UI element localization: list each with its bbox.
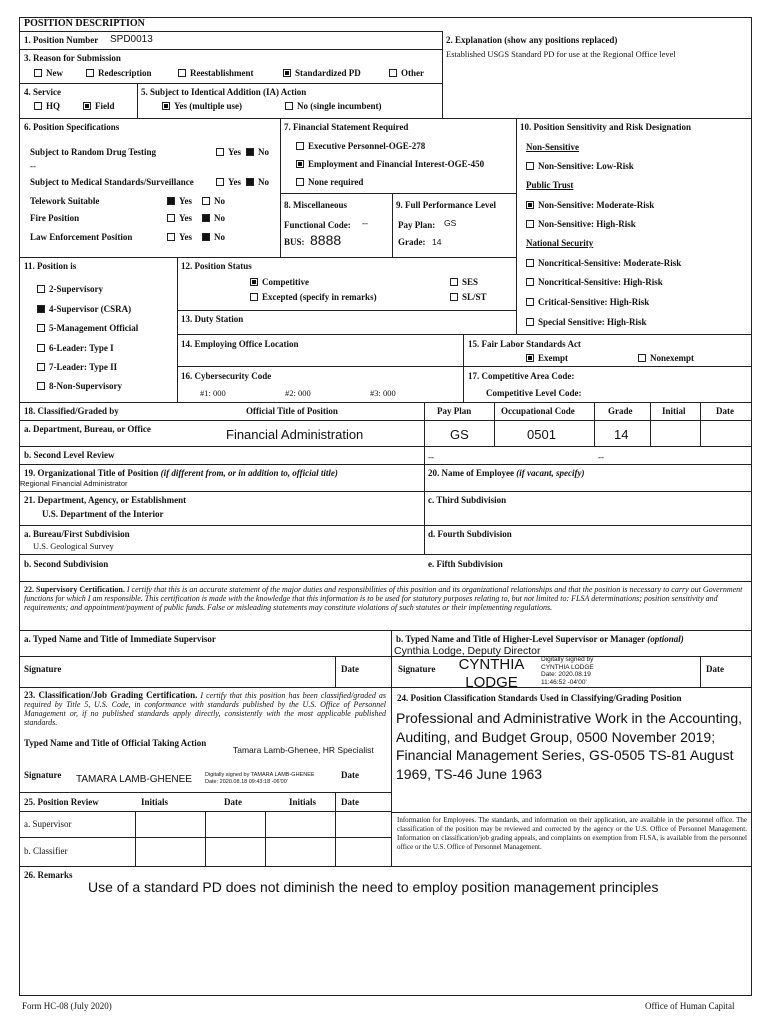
fifth-subdivision-label: e. Fifth Subdivision xyxy=(428,559,503,569)
second-subdivision-label: b. Second Subdivision xyxy=(24,559,109,569)
checkbox-checked[interactable] xyxy=(167,197,175,205)
classifier-signature[interactable]: TAMARA LAMB-GHENEE xyxy=(76,774,192,785)
financial-option[interactable]: Executive Personnel-OGE-278 xyxy=(296,141,425,151)
bus-label: BUS: xyxy=(284,237,305,247)
rule xyxy=(280,193,516,194)
position-is-label: 11. Position is xyxy=(24,261,77,271)
classifier-signature-label: Signature xyxy=(24,770,62,780)
review-initials-col: Initials xyxy=(289,797,317,807)
position-status-label: 12. Position Status xyxy=(181,261,252,271)
org-title-value[interactable]: Regional Financial Administrator xyxy=(20,479,128,488)
checkbox[interactable] xyxy=(526,298,534,306)
review-date-col: Date xyxy=(341,797,359,807)
checkbox[interactable] xyxy=(34,102,42,110)
rule xyxy=(19,581,752,582)
financial-statement-label: 7. Financial Statement Required xyxy=(284,122,409,132)
position-number-value[interactable]: SPD0013 xyxy=(110,34,153,45)
drug-testing-extra: -- xyxy=(30,161,36,171)
supervisor-date-label: Date xyxy=(341,664,359,674)
checkbox-checked[interactable] xyxy=(202,214,210,222)
supervisory-certification: 22. Supervisory Certification. I certify that this is an accurate statement of the major duties and responsibilities of this position and its organizational relationships and that the position is necessary to carry out Government functions for which I am responsible. This certification is made with the knowledge that this information is to be used for statutory purposes relating to, but not limited to: FLSA determinations; position sensitivity and requirements; and appointment/payment of public funds. False or misleading statements may constitute violations of such statutes or their implementing regulations. xyxy=(24,585,743,612)
reason-option[interactable]: New xyxy=(34,68,63,78)
checkbox[interactable] xyxy=(37,324,45,332)
grade-label: Grade: xyxy=(398,237,426,247)
second-review-grade[interactable]: -- xyxy=(598,452,604,462)
col-initial: Initial xyxy=(662,406,686,416)
status-option[interactable]: SL/ST xyxy=(450,292,487,302)
checkbox[interactable] xyxy=(202,197,210,205)
position-is-option[interactable]: 7-Leader: Type II xyxy=(37,362,117,372)
second-review-plan[interactable]: -- xyxy=(428,452,434,462)
rule xyxy=(19,525,752,526)
misc-label: 8. Miscellaneous xyxy=(284,200,347,210)
drug-testing-no[interactable]: No xyxy=(246,147,269,157)
checkbox[interactable] xyxy=(450,278,458,286)
rule xyxy=(19,49,442,50)
checkbox-checked[interactable] xyxy=(526,201,534,209)
rule xyxy=(391,630,392,866)
explanation-value[interactable]: Established USGS Standard PD for use at the Regional Office level xyxy=(446,49,676,59)
standards-used-label: 24. Position Classification Standards Used in Classifying/Grading Position xyxy=(397,693,682,703)
higher-signature-label: Signature xyxy=(398,664,436,674)
cyber-code-2[interactable]: #2: 000 xyxy=(285,388,311,398)
flsa-option[interactable]: Nonexempt xyxy=(638,353,694,363)
rule xyxy=(594,402,595,446)
checkbox[interactable] xyxy=(34,69,42,77)
rule xyxy=(19,464,752,465)
classified-by-label: 18. Classified/Graded by xyxy=(24,406,119,416)
rule xyxy=(424,420,425,464)
checkbox[interactable] xyxy=(526,318,534,326)
rule xyxy=(700,656,701,687)
standards-used-value[interactable]: Professional and Administrative Work in the Accounting, Auditing, and Budget Group, 0500 November 2019; Financial Management Series, GS-0505 TS-81 August 1969, TS-46 June 1963 xyxy=(396,710,743,782)
rule xyxy=(177,310,516,311)
national-security-heading: National Security xyxy=(526,238,594,248)
supervisor-signature-label: Signature xyxy=(24,664,62,674)
checkbox[interactable] xyxy=(450,293,458,301)
financial-option-checked[interactable]: Employment and Financial Interest-OGE-450 xyxy=(296,159,484,169)
rule xyxy=(280,118,281,257)
flsa-label: 15. Fair Labor Standards Act xyxy=(468,339,581,349)
remarks-label: 26. Remarks xyxy=(24,870,73,880)
competitive-area-label: 17. Competitive Area Code: xyxy=(468,371,575,381)
form-title: POSITION DESCRIPTION xyxy=(24,18,145,29)
immediate-supervisor-label: a. Typed Name and Title of Immediate Supervisor xyxy=(24,634,216,644)
position-number-label: 1. Position Number xyxy=(24,35,99,45)
bus-value[interactable]: 8888 xyxy=(310,232,342,248)
reason-option-checked[interactable]: Standardized PD xyxy=(283,68,361,78)
competitive-level-label: Competitive Level Code: xyxy=(486,388,582,398)
rule xyxy=(463,334,464,402)
rule xyxy=(205,811,206,866)
ia-option-checked[interactable]: Yes (multiple use) xyxy=(162,101,242,111)
grade-cell[interactable]: 14 xyxy=(614,427,629,442)
rule xyxy=(19,402,752,403)
checkbox[interactable] xyxy=(296,142,304,150)
reason-option[interactable]: Other xyxy=(389,68,424,78)
checkbox-checked[interactable] xyxy=(296,160,304,168)
rule xyxy=(177,334,752,335)
rule xyxy=(19,554,752,555)
checkbox[interactable] xyxy=(216,178,224,186)
checkbox[interactable] xyxy=(216,148,224,156)
rule xyxy=(135,811,136,866)
sensitivity-option[interactable]: Critical-Sensitive: High-Risk xyxy=(526,297,649,307)
rule xyxy=(19,31,442,32)
position-is-option[interactable]: 2-Supervisory xyxy=(37,284,103,294)
checkbox[interactable] xyxy=(178,69,186,77)
employing-office-label: 14. Employing Office Location xyxy=(181,339,299,349)
checkbox[interactable] xyxy=(638,354,646,362)
official-title-value[interactable]: Financial Administration xyxy=(226,427,364,442)
rule xyxy=(700,402,701,446)
review-initials-col: Initials xyxy=(141,797,169,807)
ia-action-label: 5. Subject to Identical Addition (IA) Action xyxy=(141,87,307,97)
service-option[interactable]: HQ xyxy=(34,101,60,111)
rule xyxy=(463,366,752,367)
rule xyxy=(19,866,752,867)
checkbox[interactable] xyxy=(526,259,534,267)
ia-option[interactable]: No (single incumbent) xyxy=(285,101,382,111)
pay-plan-label: Pay Plan: xyxy=(398,220,436,230)
checkbox-checked[interactable] xyxy=(526,354,534,362)
higher-signature[interactable]: CYNTHIA LODGE xyxy=(458,656,525,691)
drug-testing-yes[interactable]: Yes xyxy=(216,147,241,157)
checkbox[interactable] xyxy=(526,220,534,228)
col-official-title: Official Title of Position xyxy=(246,406,338,416)
rule xyxy=(392,193,393,257)
remarks-value[interactable]: Use of a standard PD does not diminish the need to employ position management principles xyxy=(88,879,659,895)
sensitivity-label: 10. Position Sensitivity and Risk Designation xyxy=(520,122,692,132)
form-number: Form HC-08 (July 2020) xyxy=(22,1001,112,1011)
telework-no[interactable]: No xyxy=(202,196,225,206)
review-row-supervisor: a. Supervisor xyxy=(24,819,72,829)
rule xyxy=(494,402,495,446)
typed-name-label: Typed Name and Title of Official Taking Action xyxy=(24,738,207,748)
fire-no[interactable]: No xyxy=(202,213,225,223)
second-review-label: b. Second Level Review xyxy=(24,450,115,460)
checkbox[interactable] xyxy=(389,69,397,77)
rule xyxy=(391,812,752,813)
pay-plan-value[interactable]: GS xyxy=(444,218,457,228)
sensitivity-option-checked[interactable]: Non-Sensitive: Moderate-Risk xyxy=(526,200,654,210)
drug-testing-label: Subject to Random Drug Testing xyxy=(30,147,157,157)
flsa-option-checked[interactable]: Exempt xyxy=(526,353,568,363)
higher-signature-digital: Digitally signed by CYNTHIA LODGE Date: 2020.08.19 11:46:52 -04'00' xyxy=(541,656,594,686)
public-trust-heading: Public Trust xyxy=(526,180,574,190)
rule xyxy=(137,83,138,118)
position-review-label: 25. Position Review xyxy=(24,797,99,807)
reason-label: 3. Reason for Submission xyxy=(24,53,121,63)
rule xyxy=(19,83,442,84)
checkbox[interactable] xyxy=(37,285,45,293)
sensitivity-option[interactable]: Non-Sensitive: High-Risk xyxy=(526,219,636,229)
col-date: Date xyxy=(716,406,734,416)
service-label: 4. Service xyxy=(24,87,61,97)
col-pay-plan: Pay Plan xyxy=(437,406,472,416)
medical-label: Subject to Medical Standards/Surveillance xyxy=(30,177,194,187)
checkbox-checked[interactable] xyxy=(283,69,291,77)
checkbox[interactable] xyxy=(37,344,45,352)
sensitivity-option[interactable]: Noncritical-Sensitive: High-Risk xyxy=(526,277,663,287)
rule xyxy=(19,687,752,688)
fire-yes[interactable]: Yes xyxy=(167,213,192,223)
checkbox[interactable] xyxy=(526,278,534,286)
checkbox-checked[interactable] xyxy=(162,102,170,110)
cyber-code-3[interactable]: #3: 000 xyxy=(370,388,396,398)
pay-plan-cell[interactable]: GS xyxy=(450,427,469,442)
checkbox-checked[interactable] xyxy=(83,102,91,110)
sensitivity-option[interactable]: Noncritical-Sensitive: Moderate-Risk xyxy=(526,258,681,268)
rule xyxy=(335,656,336,687)
rule xyxy=(177,257,178,402)
checkbox-checked[interactable] xyxy=(246,148,254,156)
checkbox[interactable] xyxy=(296,178,304,186)
employee-info: Information for Employees. The standards, and information on their application, are available in the personnel office. The classification of the position may be reviewed and corrected by the agency or the U.S. Office of Personnel Management. Information on classification/job grading appeals, and complaints on exemption from FLSA, is available from the personnel office or the U.S. Office of Personnel Management. xyxy=(397,816,747,851)
dept-row-label: a. Department, Bureau, or Office xyxy=(24,424,151,434)
checkbox[interactable] xyxy=(37,363,45,371)
grade-value[interactable]: 14 xyxy=(432,237,442,247)
classification-certification: 23. Classification/Job Grading Certification. I certify that this position has been classified/graded as required by Title 5, U.S. Code, in conformance with standards published by the U.S. Office of Personnel Management or, if no published standards apply directly, consistently with the most applicable published standards. xyxy=(24,690,387,727)
duty-station-label: 13. Duty Station xyxy=(181,314,244,324)
department-label: 21. Department, Agency, or Establishment xyxy=(24,495,187,505)
sensitivity-option[interactable]: Non-Sensitive: Low-Risk xyxy=(526,161,634,171)
position-is-option[interactable]: 5-Management Official xyxy=(37,323,138,333)
position-is-option-checked[interactable]: 4-Supervisor (CSRA) xyxy=(37,304,131,314)
full-performance-label: 9. Full Performance Level xyxy=(396,200,496,210)
rule xyxy=(335,792,336,866)
position-is-option[interactable]: 8-Non-Supervisory xyxy=(37,381,122,391)
department-value[interactable]: U.S. Department of the Interior xyxy=(42,509,164,519)
checkbox[interactable] xyxy=(285,102,293,110)
checkbox[interactable] xyxy=(167,214,175,222)
occupational-code-cell[interactable]: 0501 xyxy=(527,427,556,442)
reason-option[interactable]: Redescription xyxy=(86,68,152,78)
rule xyxy=(516,118,517,334)
rule xyxy=(19,118,752,119)
cyber-code-1[interactable]: #1: 000 xyxy=(200,388,226,398)
telework-label: Telework Suitable xyxy=(30,196,100,206)
rule xyxy=(19,420,752,421)
rule xyxy=(19,491,752,492)
bureau-value[interactable]: U.S. Geological Survey xyxy=(33,541,114,551)
rule xyxy=(19,257,516,258)
law-yes[interactable]: Yes xyxy=(167,232,192,242)
nonsensitive-heading: Non-Sensitive xyxy=(526,142,580,152)
status-option[interactable]: Excepted (specify in remarks) xyxy=(250,292,377,302)
financial-option[interactable]: None required xyxy=(296,177,363,187)
checkbox-checked[interactable] xyxy=(246,178,254,186)
checkbox[interactable] xyxy=(250,293,258,301)
col-occupational-code: Occupational Code xyxy=(501,406,575,416)
reason-option[interactable]: Reestablishment xyxy=(178,68,254,78)
rule xyxy=(442,31,443,118)
typed-name-value[interactable]: Tamara Lamb-Ghenee, HR Specialist xyxy=(233,745,374,755)
service-option-checked[interactable]: Field xyxy=(83,101,115,111)
checkbox-checked[interactable] xyxy=(37,305,45,313)
cybersecurity-label: 16. Cybersecurity Code xyxy=(181,371,272,381)
classifier-date-label: Date xyxy=(341,770,359,780)
classifier-signature-digital: Digitally signed by TAMARA LAMB-GHENEE Date: 2020.08.18 09:43:18 -06'00' xyxy=(205,772,315,785)
checkbox[interactable] xyxy=(37,382,45,390)
checkbox[interactable] xyxy=(167,233,175,241)
functional-code-value[interactable]: -- xyxy=(362,218,368,228)
bureau-label: a. Bureau/First Subdivision xyxy=(24,529,130,539)
rule xyxy=(265,811,266,866)
fire-label: Fire Position xyxy=(30,213,80,223)
status-option[interactable]: SES xyxy=(450,277,478,287)
office-name: Office of Human Capital xyxy=(645,1001,735,1011)
rule xyxy=(650,402,651,446)
rule xyxy=(19,656,752,657)
medical-no[interactable]: No xyxy=(246,177,269,187)
law-no[interactable]: No xyxy=(202,232,225,242)
employee-name-label: 20. Name of Employee (if vacant, specify) xyxy=(428,468,585,478)
org-title-label: 19. Organizational Title of Position (if different from, or in addition to, official title) xyxy=(24,468,338,478)
position-is-option[interactable]: 6-Leader: Type I xyxy=(37,343,114,353)
rule xyxy=(19,630,752,631)
checkbox-checked[interactable] xyxy=(250,278,258,286)
higher-supervisor-label: b. Typed Name and Title of Higher-Level Supervisor or Manager (optional) xyxy=(396,634,684,644)
functional-code-label: Functional Code: xyxy=(284,220,351,230)
telework-yes[interactable]: Yes xyxy=(167,196,192,206)
checkbox-checked[interactable] xyxy=(202,233,210,241)
review-row-classifier: b. Classifier xyxy=(24,846,68,856)
law-label: Law Enforcement Position xyxy=(30,232,133,242)
higher-supervisor-value[interactable]: Cynthia Lodge, Deputy Director xyxy=(394,645,541,657)
status-option-checked[interactable]: Competitive xyxy=(250,277,309,287)
third-subdivision-label: c. Third Subdivision xyxy=(428,495,507,505)
rule xyxy=(19,446,752,447)
explanation-label: 2. Explanation (show any positions replaced) xyxy=(446,35,618,45)
higher-date-label: Date xyxy=(706,664,724,674)
checkbox[interactable] xyxy=(526,162,534,170)
fourth-subdivision-label: d. Fourth Subdivision xyxy=(428,529,512,539)
sensitivity-option[interactable]: Special Sensitive: High-Risk xyxy=(526,317,647,327)
review-date-col: Date xyxy=(224,797,242,807)
specifications-label: 6. Position Specifications xyxy=(24,122,120,132)
medical-yes[interactable]: Yes xyxy=(216,177,241,187)
col-grade: Grade xyxy=(608,406,633,416)
checkbox[interactable] xyxy=(86,69,94,77)
